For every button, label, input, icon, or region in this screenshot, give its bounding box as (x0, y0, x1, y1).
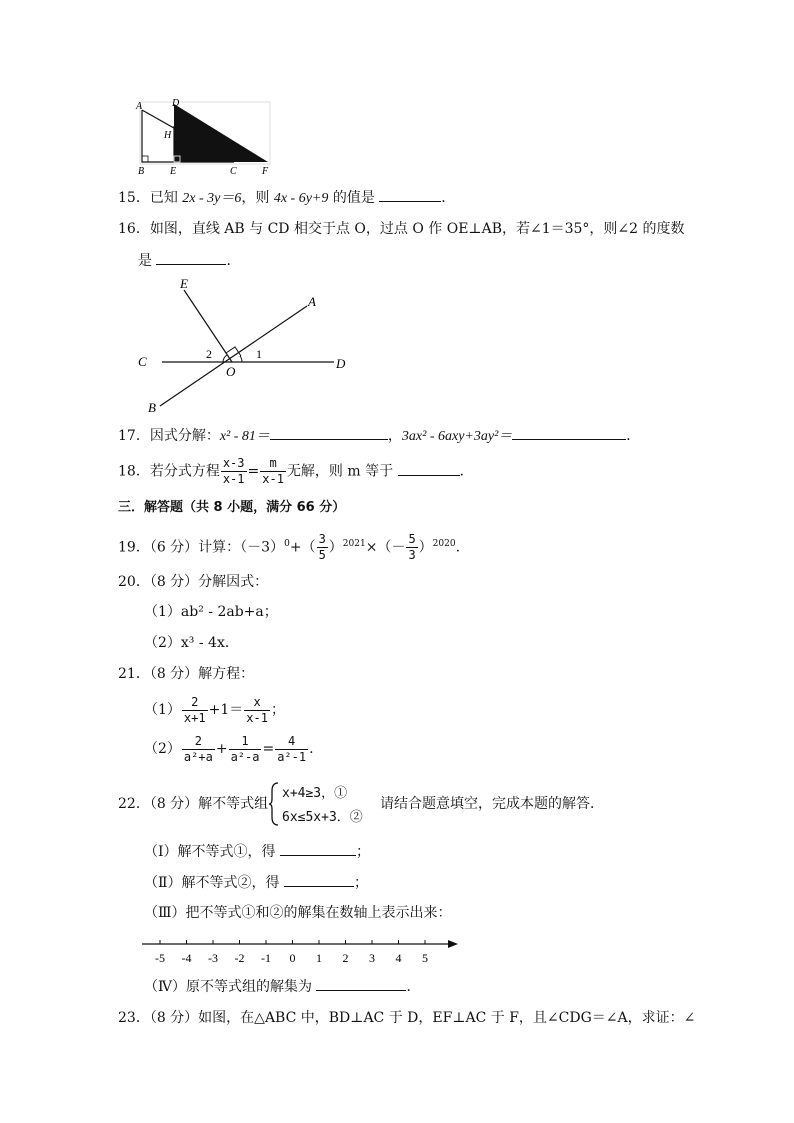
question-number: 20． (118, 574, 150, 590)
step-text: （Ⅱ）解不等式②，得 (144, 875, 284, 891)
label-A: A (136, 101, 143, 112)
question-text: 如图，直线 AB 与 CD 相交于点 O，过点 O 作 OE⊥AB，若∠1＝35°，则∠2 的度数 (149, 221, 685, 237)
denominator: a²-1 (277, 749, 307, 764)
angle-1-label: 1 (256, 347, 262, 361)
numerator: 1 (229, 734, 262, 750)
question-number: 18． (118, 463, 150, 480)
label-H: H (164, 130, 172, 141)
question-text: （8 分）分解因式： (149, 574, 269, 590)
denominator: 5 (318, 548, 326, 563)
answer-blank[interactable] (270, 425, 388, 440)
denominator: x-1 (222, 472, 245, 486)
label-D: D (336, 356, 346, 371)
label-C: C (138, 354, 147, 369)
question-19 (118, 529, 460, 563)
operator: +（ (289, 539, 316, 556)
question-text: 若分式方程 (149, 463, 220, 480)
step-text: （Ⅳ）原不等式组的解集为 (144, 979, 317, 995)
question-number: 21． (118, 666, 150, 682)
punctuation: . (309, 741, 314, 757)
question-21 (118, 664, 254, 684)
label-D: D (172, 98, 180, 109)
denominator: a²-a (230, 749, 260, 764)
parenthesis: ） (418, 539, 433, 556)
label-E: E (180, 276, 188, 291)
part-label: （2） (144, 741, 181, 757)
numerator: x (244, 695, 270, 711)
label-A: A (308, 294, 316, 309)
shaded-triangle (174, 104, 268, 162)
step-text: （Ⅰ）解不等式①，得 (144, 844, 280, 860)
tick-label: -5 (155, 951, 165, 965)
fraction (275, 734, 308, 765)
punctuation: . (455, 539, 461, 556)
tick-label: 4 (395, 951, 402, 965)
question-number: 22． (118, 796, 150, 812)
question-number: 19． (118, 539, 150, 556)
operator: + (215, 741, 228, 757)
punctuation: ． (626, 428, 641, 444)
question-16 (118, 219, 685, 239)
numerator: x-3 (222, 456, 245, 470)
question-16-line2 (138, 250, 240, 271)
exponent: 0 (284, 539, 290, 549)
expression: x² - 81＝ (219, 429, 270, 444)
question-21-part2 (144, 733, 314, 765)
exponent: 2021 (342, 539, 366, 549)
question-text: （6 分）计算：（－3） (149, 539, 285, 556)
question-text: （8 分）如图，在△ABC 中，BD⊥AC 于 D，EF⊥AC 于 F，且∠CDG＝∠A，求证：∠ (149, 1010, 696, 1026)
denominator: 3 (408, 548, 416, 563)
question-21-part1 (144, 694, 285, 726)
tick-label: 1 (316, 951, 322, 965)
question-number: 15． (118, 190, 150, 206)
question-22-step3: （Ⅲ）把不等式①和②的解集在数轴上表示出来： (144, 905, 452, 921)
expression: 4x - 6y+9 (273, 191, 329, 206)
fraction (244, 695, 270, 726)
denominator: a²+a (183, 749, 213, 764)
denominator: x-1 (246, 710, 268, 725)
tick-label: 3 (369, 951, 375, 965)
question-text: （8 分）解方程： (149, 666, 255, 682)
numerator: 2 (182, 695, 208, 711)
punctuation: ； (355, 844, 370, 860)
expression: 3ax² - 6axy+3ay²＝ (401, 429, 513, 444)
question-20 (118, 572, 268, 592)
angle-2-label: 2 (206, 347, 212, 361)
inequality-1: x+4≥3，① (282, 786, 348, 801)
operator: ×（－ (365, 539, 406, 556)
label-O: O (226, 364, 236, 379)
expression: 2x - 3y＝6 (182, 191, 242, 206)
line-AB (160, 306, 307, 406)
question-22-instructions: 请结合题意填空，完成本题的解答． (380, 796, 604, 812)
tick-label: -1 (261, 951, 271, 965)
question-20-part2: （2）x³ - 4x． (144, 635, 239, 651)
question-text: 无解，则 m 等于 (286, 463, 398, 480)
brace-icon (268, 781, 280, 827)
numerator: m (260, 456, 286, 472)
question-18 (118, 456, 474, 487)
denominator: x+1 (183, 710, 206, 725)
numerator: 4 (275, 734, 308, 750)
fraction (229, 734, 262, 765)
question-number: 17． (118, 428, 150, 444)
numerator: 3 (318, 532, 326, 547)
figure-shadow-triangles (134, 96, 274, 176)
fraction (406, 532, 417, 563)
exponent: 2020 (432, 539, 456, 549)
operator: = (262, 741, 275, 757)
answer-blank[interactable] (512, 425, 626, 440)
answer-blank[interactable] (280, 841, 356, 856)
label-E: E (170, 166, 177, 176)
denominator: x-1 (262, 472, 284, 486)
fraction (182, 734, 215, 765)
tick-label: -4 (181, 951, 192, 965)
fraction (221, 456, 247, 487)
label-B: B (138, 166, 145, 176)
section-title: 三．解答题（共 8 小题，满分 66 分） (118, 500, 346, 515)
question-text: （8 分）解不等式组 (149, 796, 269, 812)
punctuation: ； (270, 702, 285, 718)
answer-blank[interactable] (398, 461, 460, 476)
question-text: 因式分解： (149, 428, 220, 444)
answer-blank[interactable] (156, 250, 226, 265)
label-C: C (230, 166, 237, 176)
label-F: F (262, 166, 269, 176)
answer-blank[interactable] (316, 976, 406, 991)
question-number: 16． (118, 221, 150, 237)
operator: = (247, 463, 260, 480)
figure-intersecting-lines (132, 276, 352, 416)
label-B: B (148, 400, 156, 415)
question-15 (118, 187, 455, 209)
punctuation: ； (353, 875, 368, 891)
punctuation: ， (387, 428, 402, 444)
question-text: 已知 (149, 190, 183, 206)
question-22-step2 (144, 872, 368, 893)
number-line (140, 932, 464, 972)
question-22 (118, 794, 268, 814)
question-22-step1 (144, 841, 370, 862)
answer-blank[interactable] (379, 187, 441, 202)
tick-label: 2 (342, 951, 349, 965)
question-number: 23． (118, 1010, 150, 1026)
question-20-part1: （1）ab² - 2ab+a； (144, 604, 278, 620)
answer-blank[interactable] (284, 872, 354, 887)
punctuation: ． (441, 190, 456, 206)
question-17 (118, 425, 640, 447)
question-22-step4 (144, 976, 420, 997)
inequality-2: 6x≤5x+3．② (282, 810, 363, 825)
parenthesis: ） (328, 539, 343, 556)
operator: +1＝ (208, 702, 244, 718)
question-text: 的值是 (328, 190, 380, 206)
fraction (182, 695, 208, 726)
punctuation: ． (406, 979, 421, 995)
numerator: 2 (182, 734, 215, 750)
question-text: 是 (138, 253, 157, 269)
question-23 (118, 1008, 695, 1028)
punctuation: ． (459, 463, 474, 480)
tick-label: -3 (208, 951, 218, 965)
tick-label: 5 (422, 951, 428, 965)
fraction (317, 532, 328, 563)
part-label: （1） (144, 702, 181, 718)
fraction (260, 456, 286, 487)
tick-label: -2 (234, 951, 245, 965)
question-text: ，则 (241, 190, 274, 206)
punctuation: ． (226, 253, 241, 269)
numerator: 5 (408, 532, 416, 547)
arrow-right-icon (448, 940, 458, 948)
tick-label: 0 (289, 951, 296, 965)
